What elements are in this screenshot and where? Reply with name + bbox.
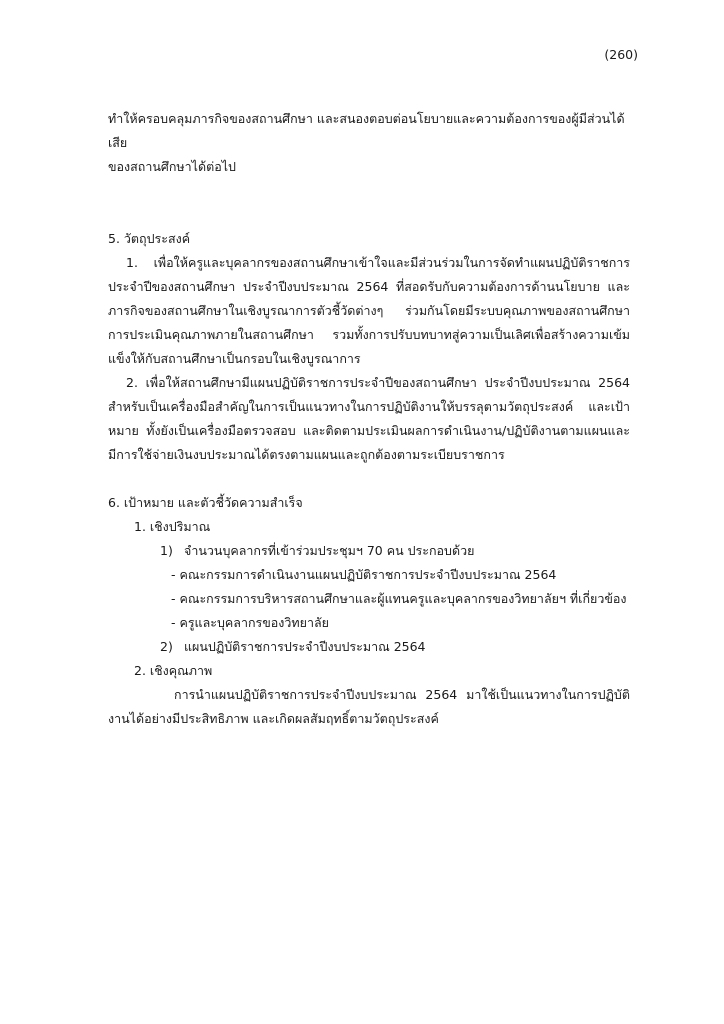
objective-item-2: 2. เพื่อให้สถานศึกษามีแผนปฏิบัติราชการประจำปีของสถานศึกษา ประจำปีงบประมาณ 2564 สำหรับเป็นเครื่องมือสำคัญในการเป็นแนวทางในการปฏิบัติงานให้บรรลุตามวัตถุประสงค์ และเป้าหมาย ทั้งยังเป็นเครื่องมือตรวจสอบ และติดตามประเมินผลการดำเนินงาน/ปฏิบัติงานตามแผนและมีการใช้จ่ายเงินงบประมาณได้ตรงตามแผนและถูกต้องตามระเบียบราชการ: [108, 375, 630, 462]
objective-item-1: 1. เพื่อให้ครูและบุคลากรของสถานศึกษาเข้าใจและมีส่วนร่วมในการจัดทำแผนปฏิบัติราชการประจำปีของสถานศึกษา ประจำปีงบประมาณ 2564 ที่สอดรับกับความต้องการด้านนโยบาย และภารกิจของสถานศึกษาในเชิงบูรณาการตัวชี้วัดต่างๆ ร่วมกันโดยมีระบบคุณภาพของสถานศึกษา การประเมินคุณภาพภายในสถานศึกษา รวมทั้งการปรับบทบาทสู่ความเป็นเลิศเพื่อสร้างความเข้มแข็งให้กับสถานศึกษาเป็นกรอบในเชิงบูรณาการ: [108, 255, 630, 366]
quantity-item-1-number: 1): [160, 543, 173, 558]
quantity-item-2-text: แผนปฏิบัติราชการประจำปีงบประมาณ 2564: [184, 639, 426, 654]
section-5-heading: 5. วัตถุประสงค์: [108, 231, 191, 246]
spacer: [108, 467, 630, 491]
quantity-heading: 1. เชิงปริมาณ: [134, 519, 211, 534]
page-number: (260): [604, 47, 638, 62]
document-body: [108, 107, 630, 731]
quantity-sub-item-2: - คณะกรรมการบริหารสถานศึกษาและผู้แทนครูและบุคลากรของวิทยาลัยฯ ที่เกี่ยวข้อง: [171, 591, 627, 606]
quantity-item-1-text: จำนวนบุคลากรที่เข้าร่วมประชุมฯ 70 คน ประกอบด้วย: [184, 543, 475, 558]
quantity-item-1: [108, 539, 630, 563]
quantity-sub-item-3: - ครูและบุคลากรของวิทยาลัย: [171, 615, 329, 630]
quantity-item-2-number: 2): [160, 639, 173, 654]
spacer: [108, 179, 630, 203]
section-6-heading: 6. เป้าหมาย และตัวชี้วัดความสำเร็จ: [108, 495, 303, 510]
quality-heading: 2. เชิงคุณภาพ: [134, 663, 213, 678]
intro-line-2: ของสถานศึกษาได้ต่อไป: [108, 159, 236, 174]
intro-line-1: ทำให้ครอบคลุมภารกิจของสถานศึกษา และสนองตอบต่อนโยบายและความต้องการของผู้มีส่วนได้เสีย: [108, 111, 625, 150]
quality-text: การนำแผนปฏิบัติราชการประจำปีงบประมาณ 2564 มาใช้เป็นแนวทางในการปฏิบัติงานได้อย่างมีประสิทธิภาพ และเกิดผลสัมฤทธิ์ตามวัตถุประสงค์: [108, 687, 630, 726]
quantity-item-2: [108, 635, 630, 659]
spacer: [108, 203, 630, 227]
quantity-sub-item-1: - คณะกรรมการดำเนินงานแผนปฏิบัติราชการประจำปีงบประมาณ 2564: [171, 567, 557, 582]
